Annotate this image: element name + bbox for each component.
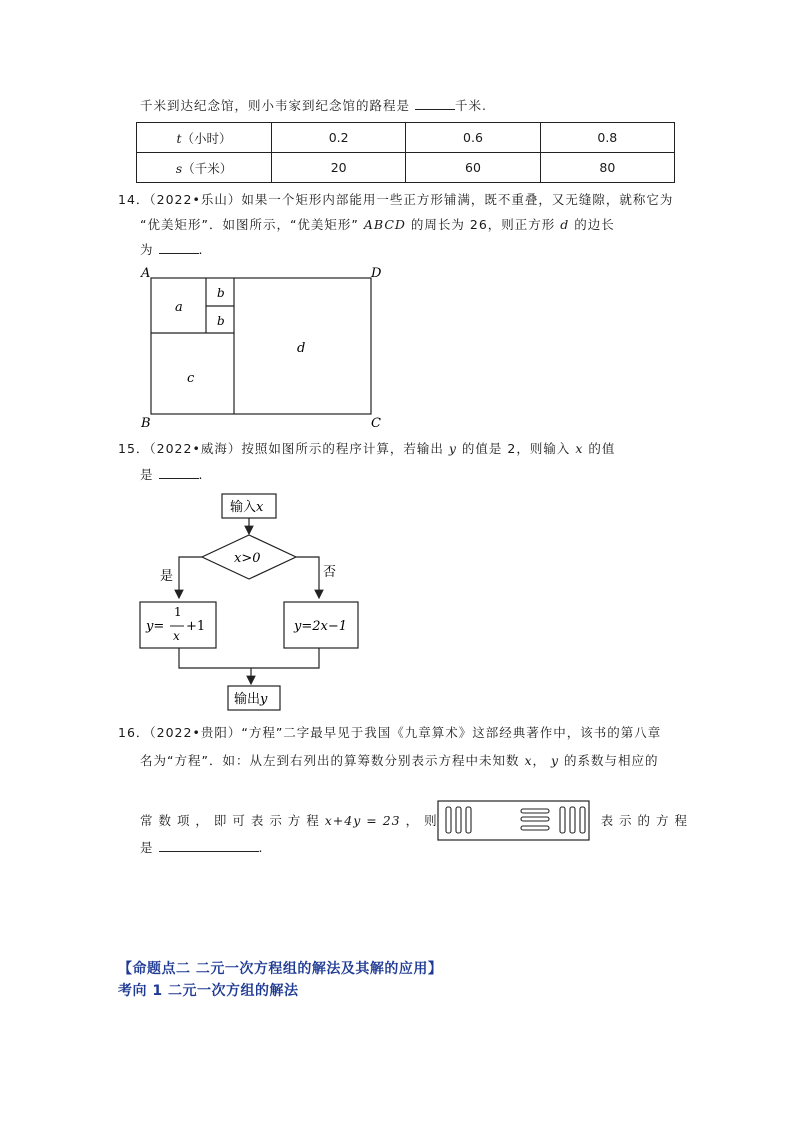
rod <box>521 826 549 830</box>
q14-line3: 为 . <box>140 242 204 257</box>
no-label: 否 <box>323 565 337 580</box>
square-a-label: a <box>175 300 183 315</box>
condition-label: x>0 <box>234 551 261 566</box>
rect-abcd <box>151 278 371 414</box>
section-title: 【命题点二 二元一次方程组的解法及其解的应用】 <box>118 961 443 977</box>
table-row <box>137 123 675 153</box>
table-cell: 0.6 <box>406 123 540 153</box>
corner-b-label: B <box>141 416 151 431</box>
q15-answer-blank[interactable] <box>159 478 199 479</box>
table-cell: 0.8 <box>540 123 674 153</box>
q14-answer-blank[interactable] <box>159 253 199 254</box>
q15-line2: 是 . <box>140 467 204 482</box>
left-formula-y: y= <box>146 619 165 634</box>
right-formula-label: y=2x−1 <box>294 619 348 634</box>
square-d-label: d <box>297 341 306 356</box>
rod <box>570 807 575 833</box>
rod <box>521 809 549 813</box>
left-formula-numerator: 1 <box>174 605 182 619</box>
yes-label: 是 <box>160 569 174 584</box>
q16-line3: 常 数 项 ， 即 可 表 示 方 程 x+4y = 23 ， 则 表 示 的 方 程 <box>140 813 688 828</box>
counting-rods-figure <box>437 800 590 841</box>
rod <box>521 817 549 821</box>
rod <box>560 807 565 833</box>
section-subtitle: 考向 1 二元一次方组的解法 <box>118 983 299 999</box>
corner-a-label: A <box>141 266 151 281</box>
q14-line2: “优美矩形”．如图所示，“优美矩形” ABCD 的周长为 26，则正方形 d 的边长 <box>140 217 615 232</box>
square-b1-label: b <box>217 286 225 300</box>
rod <box>466 807 471 833</box>
rod <box>446 807 451 833</box>
table-head-t: t（小时） <box>137 123 272 153</box>
q13-answer-blank[interactable] <box>415 109 455 110</box>
table-cell: 80 <box>540 153 674 183</box>
q15-flowchart <box>130 488 370 716</box>
q14-rectangle-figure <box>135 262 385 432</box>
table-head-s: s（千米） <box>137 153 272 183</box>
q14-line1: 14．（2022•乐山）如果一个矩形内部能用一些正方形铺满，既不重叠，又无缝隙，就称它为 <box>118 192 674 207</box>
table-cell: 20 <box>272 153 406 183</box>
corner-c-label: C <box>371 416 381 431</box>
corner-d-label: D <box>371 266 382 281</box>
q16-line1: 16．（2022•贵阳）“方程”二字最早见于我国《九章算术》这部经典著作中，该书的第八章 <box>118 725 662 740</box>
left-formula-denominator: x <box>173 629 180 643</box>
table-cell: 0.2 <box>272 123 406 153</box>
rod <box>580 807 585 833</box>
q13-text: 千米到达纪念馆，则小韦家到纪念馆的路程是 千米. <box>140 98 487 113</box>
q15-line1: 15．（2022•威海）按照如图所示的程序计算，若输出 y 的值是 2，则输入 x 的值 <box>118 441 616 456</box>
input-label: 输入x <box>230 500 264 515</box>
q13-table <box>136 122 675 183</box>
rod <box>456 807 461 833</box>
left-formula-tail: +1 <box>186 619 206 634</box>
q16-answer-blank[interactable] <box>159 851 259 852</box>
square-c-label: c <box>187 371 195 386</box>
table-row <box>137 153 675 183</box>
square-b2-label: b <box>217 314 225 328</box>
output-label: 输出y <box>234 692 268 707</box>
q16-line2: 名为“方程”．如：从左到右列出的算筹数分别表示方程中未知数 x， y 的系数与相应的 <box>140 753 659 768</box>
table-cell: 60 <box>406 153 540 183</box>
q16-line4: 是 . <box>140 840 264 855</box>
